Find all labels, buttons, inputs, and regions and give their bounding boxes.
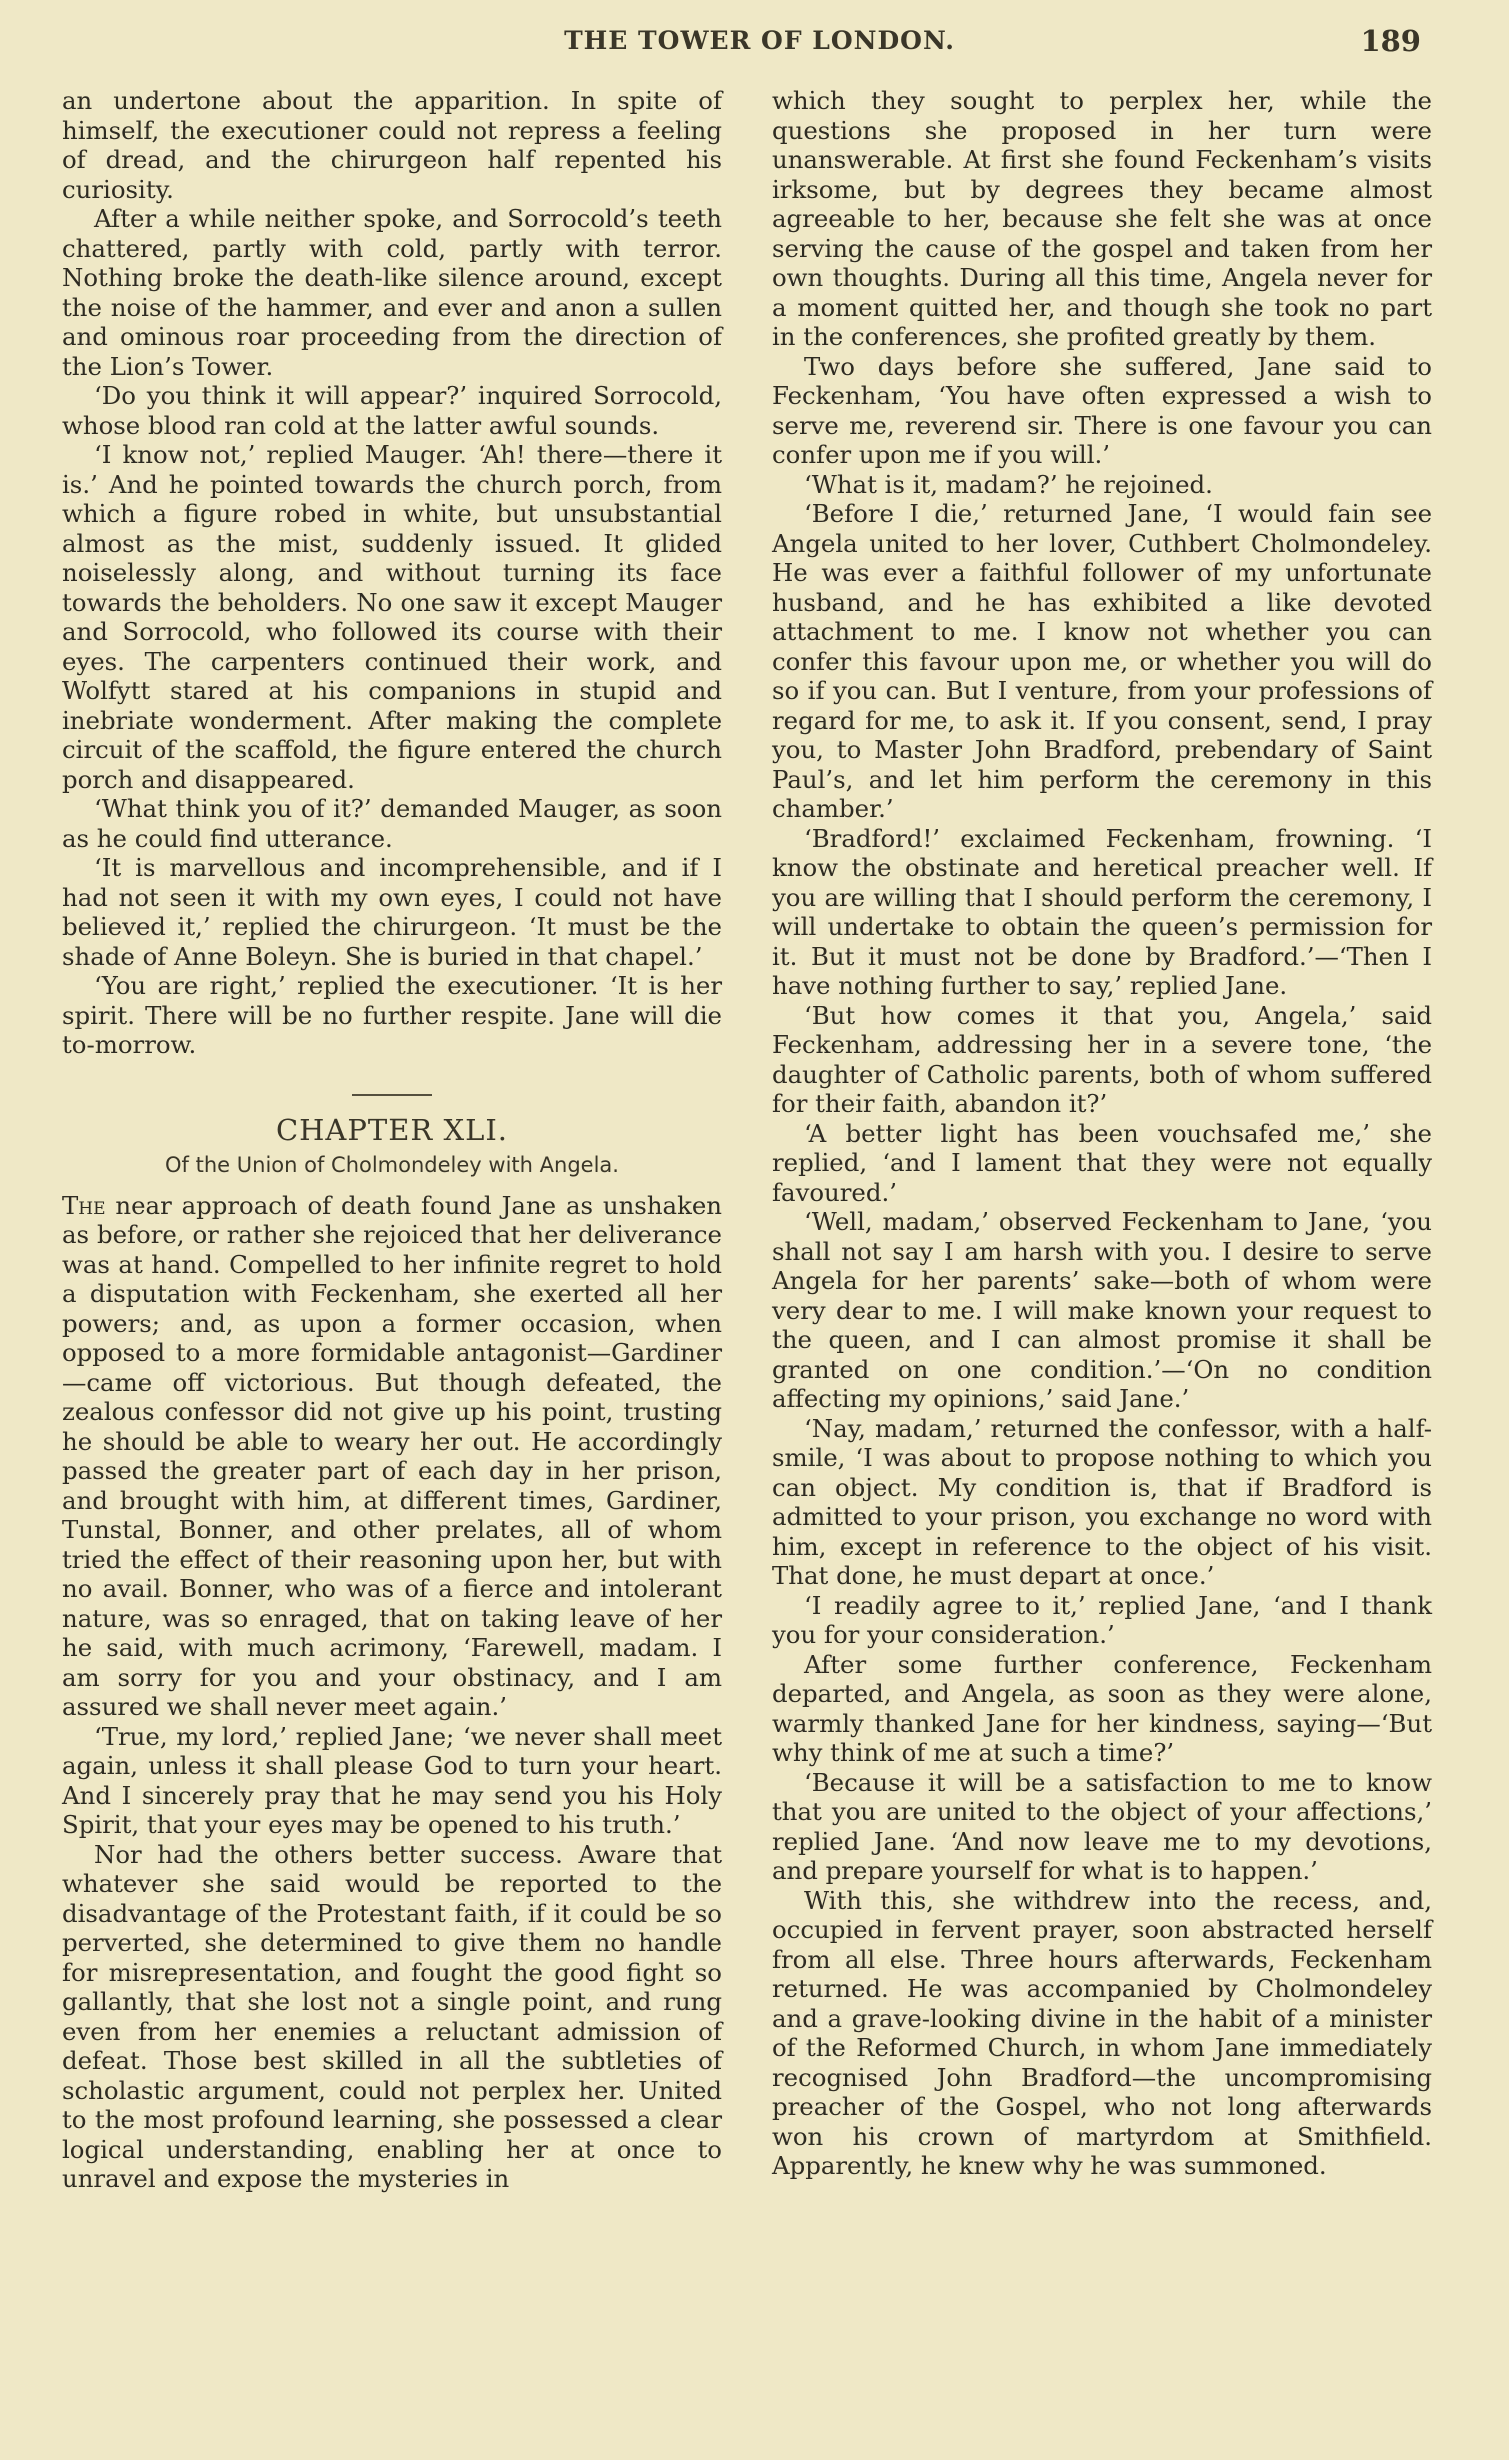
paragraph: ‘I readily agree to it,’ replied Jane, ‘and I thank you for your consideration.’	[772, 1590, 1432, 1649]
left-column	[62, 86, 722, 2194]
chapter-subtitle: Of the Union of Cholmondeley with Angela.	[165, 1153, 619, 1177]
running-header	[70, 10, 1449, 58]
paragraph: ‘You are right,’ replied the executioner. ‘It is her spirit. There will be no further respite. Jane will die to-morrow.	[62, 971, 722, 1059]
right-column	[772, 86, 1432, 2181]
paragraph: ‘What is it, madam?’ he rejoined.	[804, 469, 1213, 499]
paragraph: ‘Because it will be a satisfaction to me to know that you are united to the object of your affections,’ replied Jane. ‘And now leave me to my devotions, and prepare yourself for what is to happen.’	[772, 1767, 1432, 1885]
paragraph: ‘Nay, madam,’ returned the confessor, with a half-smile, ‘I was about to propose nothing to which you can object. My condition is, that if Bradford is admitted to your prison, you exchange no word with him, except in reference to the object of his visit. That done, he must depart at once.’	[772, 1413, 1432, 1590]
paragraph: ‘Well, madam,’ observed Feckenham to Jane, ‘you shall not say I am harsh with you. I desire to serve Angela for her parents’ sake—both of whom were very dear to me. I will make known your request to the queen, and I can almost promise it shall be granted on one condition.’—‘On no condition affecting my opinions,’ said Jane.’	[772, 1207, 1432, 1413]
paragraph: ‘But how comes it that you, Angela,’ said Feckenham, addressing her in a severe tone, ‘the daughter of Catholic parents, both of whom suffered for their faith, abandon it?’	[772, 1000, 1432, 1118]
chapter-heading: CHAPTER XLI.	[275, 1112, 509, 1147]
paragraph: Nor had the others better success. Aware that whatever she said would be reported to the disadvantage of the Protestant faith, if it could be so perverted, she determined to give them no handle for misrepresentation, and fought the good fight so gallantly, that she lost not a single point, and rung even from her enemies a reluctant admission of defeat. Those best skilled in all the subtleties of scholastic argument, could not perplex her. United to the most profound learning, she possessed a clear logical understanding, enabling her at once to unravel and expose the mysteries in	[62, 1839, 722, 2193]
paragraph: ‘Do you think it will appear?’ inquired Sorrocold, whose blood ran cold at the latter awful sounds.	[62, 381, 722, 440]
paragraph: ‘A better light has been vouchsafed me,’ she replied, ‘and I lament that they were not equally favoured.’	[772, 1118, 1432, 1207]
paragraph: ‘It is marvellous and incomprehensible, and if I had not seen it with my own eyes, I could not have believed it,’ replied the chirurgeon. ‘It must be the shade of Anne Boleyn. She is buried in that chapel.’	[62, 853, 722, 971]
opening-word: The	[62, 1190, 106, 1220]
paragraph: After a while neither spoke, and Sorrocold’s teeth chattered, partly with cold, partly with terror. Nothing broke the death-like silence around, except the noise of the hammer, and ever and anon a sullen and ominous roar proceeding from the direction of the Lion’s Tower.	[62, 204, 722, 381]
paragraph	[62, 1191, 722, 1722]
paragraph: an undertone about the apparition. In spite of himself, the executioner could not repress a feeling of dread, and the chirurgeon half repented his curiosity.	[62, 86, 722, 204]
paragraph: ‘Bradford!’ exclaimed Feckenham, frowning. ‘I know the obstinate and heretical preacher well. If you are willing that I should perform the ceremony, I will undertake to obtain the queen’s permission for it. But it must not be done by Bradford.’—‘Then I have nothing further to say,’ replied Jane.	[772, 823, 1432, 1000]
paragraph: Two days before she suffered, Jane said to Feckenham, ‘You have often expressed a wish to serve me, reverend sir. There is one favour you can confer upon me if you will.’	[772, 351, 1432, 469]
section-divider	[352, 1094, 432, 1096]
paragraph: With this, she withdrew into the recess, and, occupied in fervent prayer, soon abstracted herself from all else. Three hours afterwards, Feckenham returned. He was accompanied by Cholmondeley and a grave-looking divine in the habit of a minister of the Reformed Church, in whom Jane immediately recognised John Bradford—the uncompromising preacher of the Gospel, who not long afterwards won his crown of martyrdom at Smithfield. Apparently, he knew why he was summoned.	[772, 1885, 1432, 2180]
paragraph: which they sought to perplex her, while the questions she proposed in her turn were unanswerable. At first she found Feckenham’s visits irksome, but by degrees they became almost agreeable to her, because she felt she was at once serving the cause of the gospel and taken from her own thoughts. During all this time, Angela never for a moment quitted her, and though she took no part in the conferences, she profited greatly by them.	[772, 86, 1432, 351]
paragraph: ‘Before I die,’ returned Jane, ‘I would fain see Angela united to her lover, Cuthbert Cholmondeley. He was ever a faithful follower of my unfortunate husband, and he has exhibited a like devoted attachment to me. I know not whether you can confer this favour upon me, or whether you will do so if you can. But I venture, from your professions of regard for me, to ask it. If you consent, send, I pray you, to Master John Bradford, prebendary of Saint Paul’s, and let him perform the ceremony in this chamber.’	[772, 499, 1432, 823]
paragraph: ‘What think you of it?’ demanded Mauger, as soon as he could find utterance.	[62, 794, 722, 853]
paragraph-text: near approach of death found Jane as unshaken as before, or rather she rejoiced that her deliverance was at hand. Compelled to her infinite regret to hold a disputation with Feckenham, she exerted all her powers; and, as upon a former occasion, when opposed to a more formidable antagonist—Gardiner—came off victorious. But though defeated, the zealous confessor did not give up his point, trusting he should be able to weary her out. He accordingly passed the greater part of each day in her prison, and brought with him, at different times, Gardiner, Tunstal, Bonner, and other prelates, all of whom tried the effect of their reasoning upon her, but with no avail. Bonner, who was of a fierce and intolerant nature, was so enraged, that on taking leave of her he said, with much acrimony, ‘Farewell, madam. I am sorry for you and your obstinacy, and I am assured we shall never meet again.’	[62, 1190, 722, 1721]
paragraph: After some further conference, Feckenham departed, and Angela, as soon as they were alone, warmly thanked Jane for her kindness, saying—‘But why think of me at such a time?’	[772, 1649, 1432, 1767]
paragraph: ‘I know not,’ replied Mauger. ‘Ah! there—there it is.’ And he pointed towards the church porch, from which a figure robed in white, but unsubstantial almost as the mist, suddenly issued. It glided noiselessly along, and without turning its face towards the beholders. No one saw it except Mauger and Sorrocold, who followed its course with their eyes. The carpenters continued their work, and Wolfytt stared at his companions in stupid and inebriate wonderment. After making the complete circuit of the scaffold, the figure entered the church porch and disappeared.	[62, 440, 722, 794]
paragraph: ‘True, my lord,’ replied Jane; ‘we never shall meet again, unless it shall please God to turn your heart. And I sincerely pray that he may send you his Holy Spirit, that your eyes may be opened to his truth.’	[62, 1721, 722, 1839]
page-number: 189	[1360, 24, 1421, 58]
running-title: THE TOWER OF LONDON.	[564, 26, 955, 55]
